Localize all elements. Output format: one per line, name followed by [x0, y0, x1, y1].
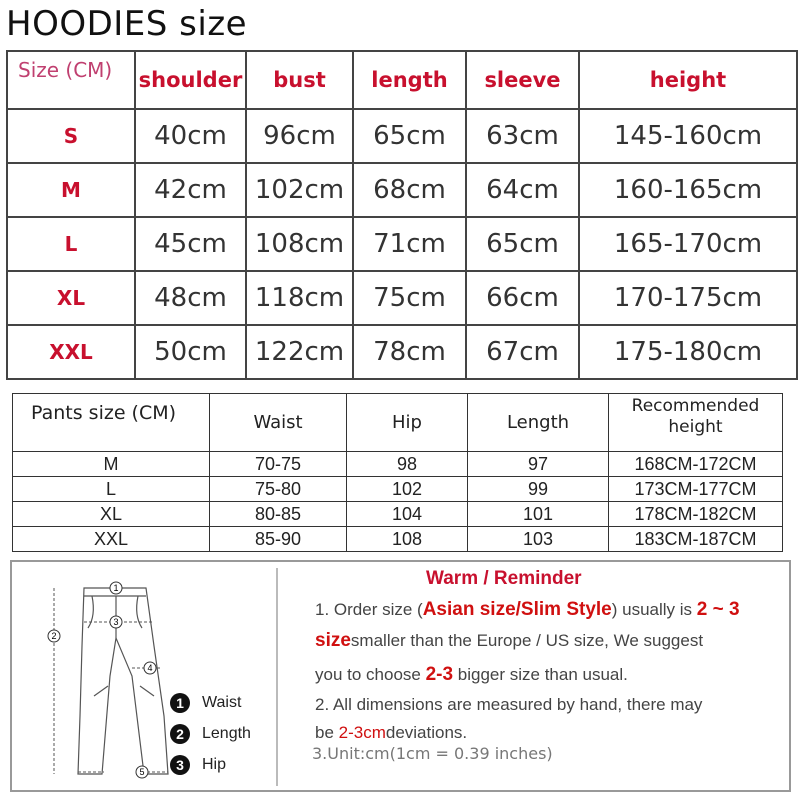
- table-cell: XL: [13, 502, 210, 527]
- reminder-box: [10, 560, 791, 792]
- table-cell: 97: [468, 452, 609, 477]
- table-cell: 50cm: [135, 325, 246, 379]
- table-cell: 175-180cm: [579, 325, 797, 379]
- highlight-text: 2-3cm: [338, 723, 386, 742]
- reminder-line-3: [315, 664, 628, 686]
- table-cell: 65cm: [353, 109, 466, 163]
- size-cell: XXL: [7, 325, 135, 379]
- table-cell: 145-160cm: [579, 109, 797, 163]
- table-cell: 75cm: [353, 271, 466, 325]
- table-cell: 66cm: [466, 271, 579, 325]
- table-cell: 85-90: [210, 527, 347, 552]
- legend-number-2: 2: [170, 724, 190, 744]
- text-span: 1. Order size (: [315, 600, 423, 619]
- unit-note: 3.Unit:cm(1cm = 0.39 inches): [312, 744, 553, 763]
- table-cell: 48cm: [135, 271, 246, 325]
- table-cell: 165-170cm: [579, 217, 797, 271]
- pants-outline: [78, 588, 168, 774]
- table-cell: 67cm: [466, 325, 579, 379]
- reminder-line-4: 2. All dimensions are measured by hand, there may: [315, 695, 703, 714]
- table-cell: 70-75: [210, 452, 347, 477]
- pants-header-hip: Hip: [347, 394, 468, 452]
- hoodies-header-length: length: [353, 51, 466, 109]
- text-span: be: [315, 723, 339, 742]
- table-cell: M: [13, 452, 210, 477]
- table-cell: 64cm: [466, 163, 579, 217]
- reminder-line-5: [315, 723, 467, 743]
- legend-label-length: Length: [202, 725, 251, 742]
- legend-label-hip: Hip: [202, 756, 227, 773]
- table-cell: L: [13, 477, 210, 502]
- hoodies-size-table: [6, 50, 798, 380]
- pants-header-length: Length: [468, 394, 609, 452]
- hoodies-header-sleeve: sleeve: [466, 51, 579, 109]
- legend-hip: [170, 755, 226, 775]
- pants-header-waist: Waist: [210, 394, 347, 452]
- table-cell: 102cm: [246, 163, 353, 217]
- marker-4-label: 4: [147, 663, 153, 673]
- pants-size-table: [12, 393, 783, 552]
- reminder-title: Warm / Reminder: [426, 568, 582, 589]
- divider: [276, 568, 278, 786]
- table-row: [13, 452, 783, 477]
- page-title: HOODIES size: [6, 4, 248, 44]
- table-row: [7, 163, 797, 217]
- table-cell: 104: [347, 502, 468, 527]
- hoodies-header-row: [7, 51, 797, 109]
- table-cell: 173CM-177CM: [609, 477, 783, 502]
- table-cell: 99: [468, 477, 609, 502]
- text-span: ) usually is: [611, 600, 697, 619]
- marker-2-label: 2: [51, 631, 57, 641]
- marker-3-label: 3: [113, 617, 119, 627]
- table-row: [7, 271, 797, 325]
- table-cell: 68cm: [353, 163, 466, 217]
- table-cell: 108: [347, 527, 468, 552]
- table-cell: 108cm: [246, 217, 353, 271]
- table-cell: 75-80: [210, 477, 347, 502]
- highlight-text: Asian size/Slim Style: [422, 599, 612, 620]
- table-row: [13, 527, 783, 552]
- reminder-line-2: [315, 630, 703, 652]
- table-cell: 160-165cm: [579, 163, 797, 217]
- text-span: smaller than the Europe / US size, We suggest: [350, 631, 704, 650]
- table-row: [7, 217, 797, 271]
- table-cell: 96cm: [246, 109, 353, 163]
- marker-1-label: 1: [113, 583, 119, 593]
- legend-number-1: 1: [170, 693, 190, 713]
- text-span: you to choose: [315, 665, 426, 684]
- table-cell: 168CM-172CM: [609, 452, 783, 477]
- table-cell: 118cm: [246, 271, 353, 325]
- highlight-text: 2 ~ 3: [696, 599, 740, 620]
- hoodies-header-bust: bust: [246, 51, 353, 109]
- table-cell: 80-85: [210, 502, 347, 527]
- size-cell: S: [7, 109, 135, 163]
- hoodies-header-height: height: [579, 51, 797, 109]
- hoodies-header-size: Size (CM): [7, 51, 135, 109]
- legend-waist: [170, 693, 241, 713]
- text-span: bigger size than usual.: [453, 665, 628, 684]
- table-cell: 71cm: [353, 217, 466, 271]
- table-cell: 170-175cm: [579, 271, 797, 325]
- legend-number-3: 3: [170, 755, 190, 775]
- table-cell: XXL: [13, 527, 210, 552]
- table-row: [7, 325, 797, 379]
- table-cell: 183CM-187CM: [609, 527, 783, 552]
- hoodies-header-shoulder: shoulder: [135, 51, 246, 109]
- table-cell: 122cm: [246, 325, 353, 379]
- highlight-text: 2-3: [425, 664, 454, 685]
- pants-diagram: [36, 566, 186, 788]
- marker-5-label: 5: [139, 767, 145, 777]
- text-span: deviations.: [385, 723, 468, 742]
- table-cell: 45cm: [135, 217, 246, 271]
- table-cell: 40cm: [135, 109, 246, 163]
- table-cell: 63cm: [466, 109, 579, 163]
- legend-label-waist: Waist: [202, 694, 242, 711]
- table-cell: 42cm: [135, 163, 246, 217]
- size-cell: L: [7, 217, 135, 271]
- highlight-text: size: [315, 630, 351, 651]
- table-cell: 101: [468, 502, 609, 527]
- table-cell: 98: [347, 452, 468, 477]
- table-row: [13, 502, 783, 527]
- table-cell: 78cm: [353, 325, 466, 379]
- pants-header-size: Pants size (CM): [13, 394, 210, 452]
- table-cell: 178CM-182CM: [609, 502, 783, 527]
- table-cell: 103: [468, 527, 609, 552]
- table-cell: 65cm: [466, 217, 579, 271]
- table-cell: 102: [347, 477, 468, 502]
- table-row: [7, 109, 797, 163]
- pants-header-recommended-height: Recommended height: [609, 394, 783, 452]
- reminder-line-1: [315, 599, 740, 621]
- size-cell: M: [7, 163, 135, 217]
- size-cell: XL: [7, 271, 135, 325]
- legend-length: [170, 724, 251, 744]
- pants-header-row: [13, 394, 783, 452]
- table-row: [13, 477, 783, 502]
